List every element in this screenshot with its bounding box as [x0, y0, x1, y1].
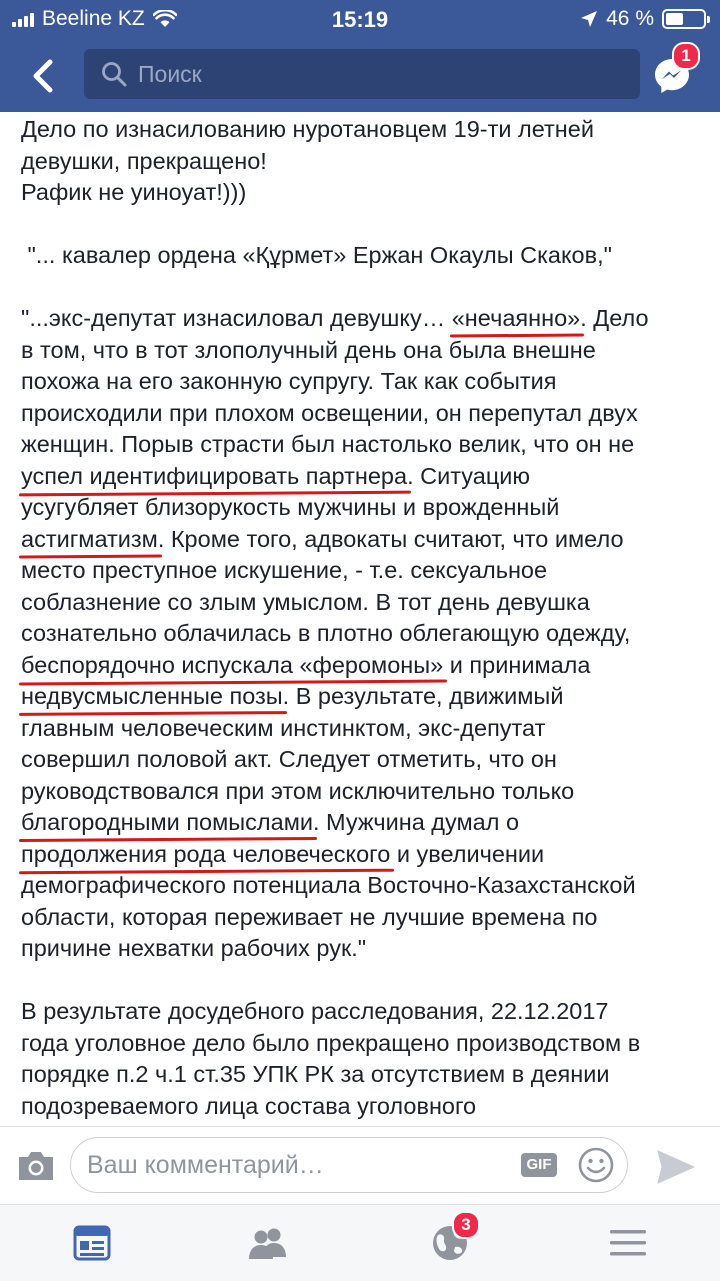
carrier-name: Beeline KZ [42, 7, 145, 30]
gif-button[interactable]: GIF [521, 1153, 557, 1177]
text-run: похожа на его законную супругу. Так как события [21, 368, 557, 394]
comment-field[interactable] [70, 1137, 628, 1193]
battery-level [666, 13, 683, 25]
friends-icon [249, 1229, 286, 1260]
post-line [21, 114, 711, 146]
text-run: В результате досудебного расследования, 22.12.2017 [21, 998, 609, 1024]
text-run: . Кроме того, адвокаты считают, что имело [157, 525, 624, 552]
post-line [21, 807, 711, 839]
post-line [21, 587, 711, 619]
post-line [21, 177, 711, 209]
emoji-button[interactable] [577, 1146, 615, 1184]
text-run: демографического потенциала Восточно-Казахстанской [21, 872, 636, 898]
text-run: года уголовное дело было прекращено производством в [21, 1029, 641, 1056]
text-run: происходили при плохом освещении, он перепутал двух [21, 399, 638, 426]
text-run: место преступное искушение, - т.е. сексуальное [21, 557, 548, 583]
text-run: Рафик не уиноуат!))) [21, 179, 247, 205]
post-line [21, 681, 711, 713]
back-button[interactable] [22, 54, 66, 98]
status-bar [0, 0, 720, 40]
text-run: "...экс-депутат изнасиловал девушку… [21, 305, 452, 331]
post-line [21, 1028, 711, 1060]
text-run: . В результате, движимый [282, 683, 564, 709]
text-run: . Ситуацию [407, 462, 531, 489]
post-line [21, 839, 711, 871]
post-line [21, 933, 711, 965]
top-header [0, 0, 720, 112]
post-paragraph [21, 240, 711, 272]
search-box[interactable] [84, 49, 640, 99]
text-run: порядке п.2 ч.1 ст.35 УПК РК за отсутствием в деянии [21, 1061, 610, 1087]
text-run: подозреваемого лица состава уголовного [21, 1092, 477, 1119]
post-line [21, 303, 711, 335]
send-button[interactable] [656, 1149, 696, 1185]
post-line [21, 335, 711, 367]
post-line [21, 870, 711, 902]
news-feed-icon [75, 1227, 109, 1259]
text-run: женщин. Порыв страсти был настолько велик, что он не [21, 431, 635, 457]
underlined-phrase: недвусмысленные позы [21, 683, 283, 709]
post-line [21, 146, 711, 178]
post-body [21, 114, 711, 1154]
post-line [21, 713, 711, 745]
underlined-phrase: продолжения рода человеческого [21, 840, 391, 867]
post-line [21, 461, 711, 493]
camera-button[interactable] [16, 1149, 56, 1183]
post-line [21, 1059, 711, 1091]
post-line [21, 398, 711, 430]
tab-friends[interactable] [246, 1221, 290, 1265]
tab-menu[interactable] [606, 1221, 650, 1265]
post-line [21, 902, 711, 934]
post-line [21, 240, 711, 272]
post-line [21, 650, 711, 682]
paragraph-gap [21, 209, 711, 241]
messenger-badge: 1 [672, 42, 700, 70]
post-paragraph [21, 303, 711, 965]
text-run: соблазнение со злым умыслом. В тот день девушка [21, 588, 590, 615]
post-line [21, 429, 711, 461]
back-chevron-icon [36, 62, 50, 90]
location-arrow-icon [580, 10, 598, 28]
post-line [21, 776, 711, 808]
text-run: Дело по изнасилованию нуротановцем 19-ти летней [21, 116, 594, 142]
text-run: руководствовался при этом исключительно только [21, 777, 575, 804]
emoji-icon [580, 1149, 612, 1181]
post-line [21, 618, 711, 650]
battery-icon [662, 9, 706, 29]
text-run: совершил половой акт. Следует отметить, что он [21, 746, 557, 772]
comment-bar [0, 1126, 720, 1205]
post-line [21, 492, 711, 524]
send-icon [658, 1151, 694, 1183]
text-run: и принимала [443, 651, 591, 678]
text-run: усугубляет близорукость мужчины и врожденный [21, 494, 560, 520]
tab-notifications[interactable] [428, 1215, 472, 1265]
text-run: . Дело [580, 305, 649, 331]
post-line [21, 366, 711, 398]
post-line [21, 996, 711, 1028]
comment-input[interactable] [85, 1150, 509, 1181]
text-run: и увеличении [390, 840, 545, 867]
post-line [21, 1091, 711, 1123]
paragraph-gap [21, 965, 711, 997]
battery-percent: 46 % [606, 7, 654, 30]
text-run: сознательно облачилась в плотно облегающую одежду, [21, 620, 631, 646]
notifications-badge: 3 [452, 1211, 480, 1239]
post-paragraph [21, 114, 711, 209]
post-line [21, 524, 711, 556]
underlined-phrase: «нечаянно» [451, 305, 581, 331]
tab-news-feed[interactable] [70, 1221, 114, 1265]
post-line [21, 744, 711, 776]
search-input[interactable] [136, 60, 620, 89]
text-run: девушки, прекращено! [21, 147, 267, 174]
paragraph-gap [21, 272, 711, 304]
search-icon [100, 60, 128, 88]
text-run: главным человеческим инстинктом, экс-депутат [21, 714, 546, 741]
underlined-phrase: беспорядочно испускала «феромоны» [21, 651, 444, 678]
text-run: "... кавалер ордена «Құрмет» Ержан Окаулы Скаков," [21, 242, 612, 268]
text-run: . Мужчина думал о [312, 809, 520, 835]
text-run: области, которая переживает не лучшие времена по [21, 903, 598, 930]
underlined-phrase: астигматизм [21, 525, 158, 552]
menu-icon [610, 1230, 646, 1256]
messenger-button[interactable] [652, 46, 692, 96]
tab-bar [0, 1204, 720, 1281]
camera-icon [19, 1152, 53, 1180]
text-run: в том, что в тот злополучный день она была внешне [21, 336, 596, 363]
underlined-phrase: успел идентифицировать партнера [21, 462, 408, 489]
text-run: причине нехватки рабочих рук." [21, 935, 367, 961]
post-line [21, 555, 711, 587]
clock: 15:19 [331, 7, 389, 32]
underlined-phrase: благородными помыслами [21, 809, 313, 835]
